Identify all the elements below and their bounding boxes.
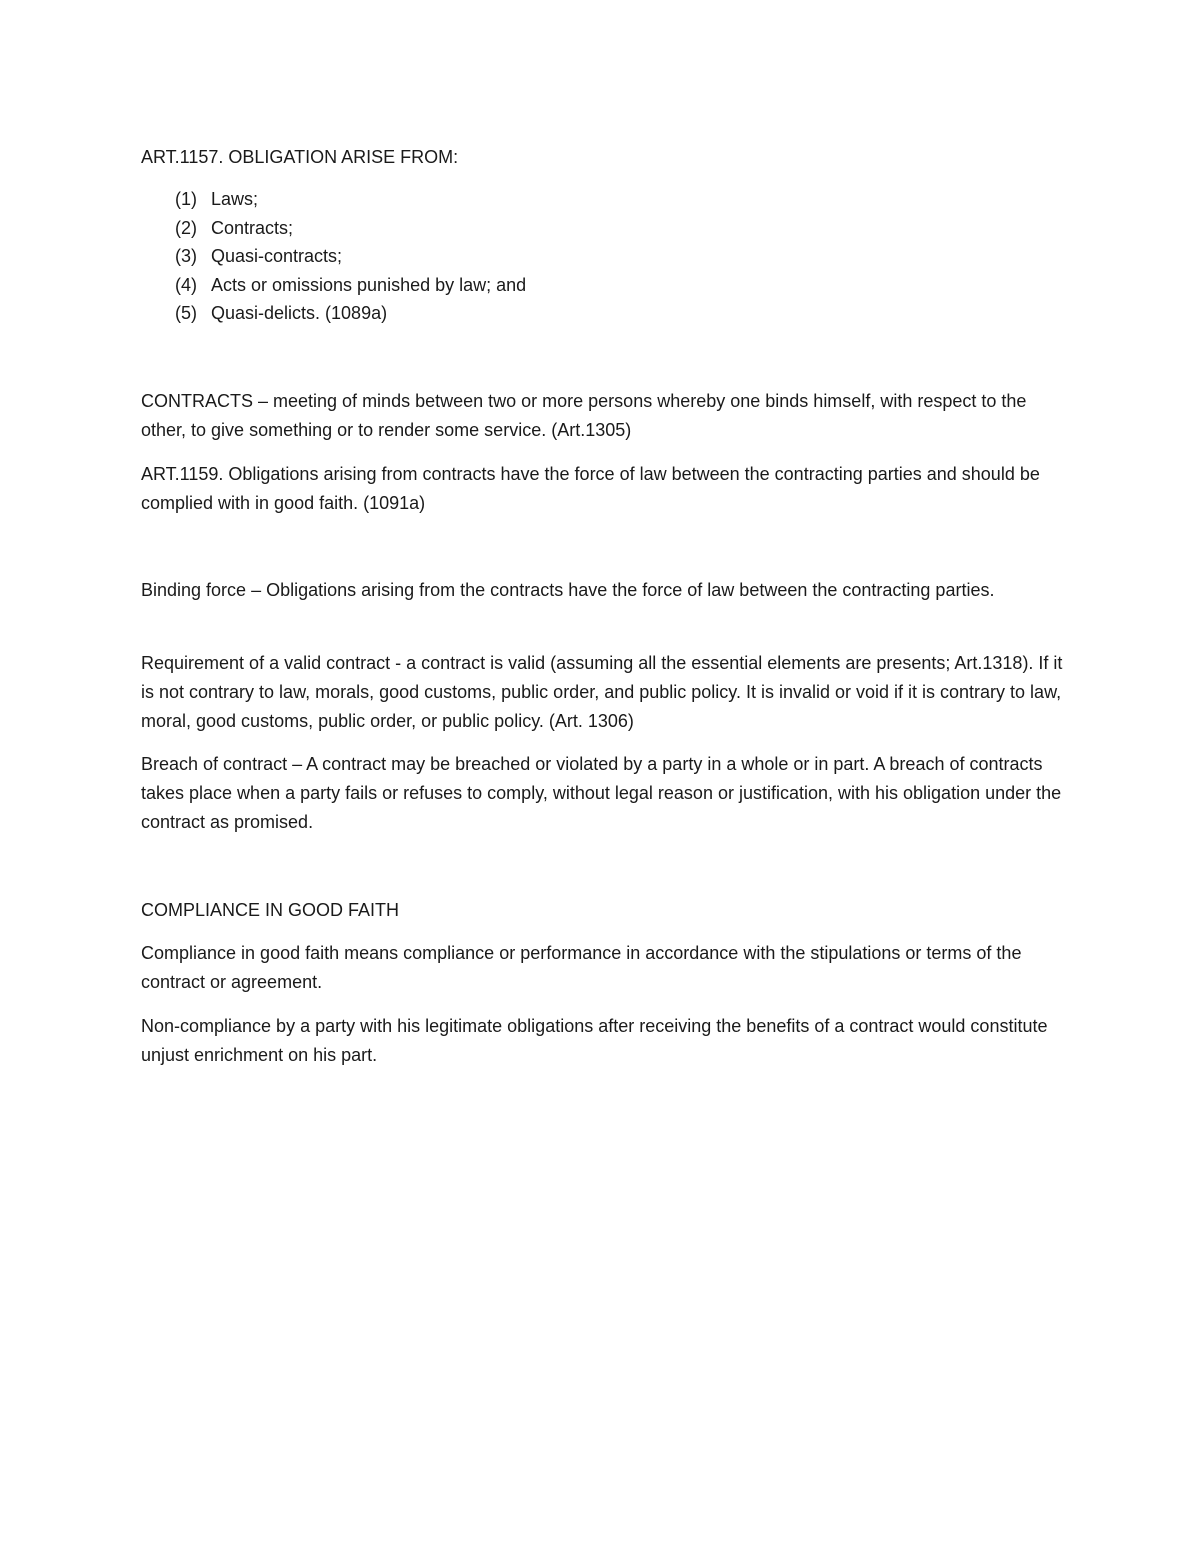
list-item-text: Quasi-delicts. (1089a) (211, 303, 388, 324)
art1157-heading: ART.1157. OBLIGATION ARISE FROM: (141, 147, 459, 167)
list-item (175, 242, 526, 271)
list-item-text: Contracts; (211, 217, 294, 238)
list-item (175, 299, 526, 328)
list-item-number: (3) (175, 246, 197, 267)
obligation-sources-list (175, 185, 526, 328)
list-item-text: Acts or omissions punished by law; and (211, 274, 527, 295)
art1159-paragraph: ART.1159. Obligations arising from contracts have the force of law between the contracting parties and should be complied with in good faith. (1091a) (141, 464, 1040, 513)
list-item-number: (4) (175, 274, 197, 295)
list-item (175, 271, 526, 300)
list-item-number: (2) (175, 217, 197, 238)
non-compliance-paragraph: Non-compliance by a party with his legitimate obligations after receiving the benefits of a contract would constitute unjust enrichment on his part. (141, 1016, 1048, 1065)
contracts-definition: CONTRACTS – meeting of minds between two or more persons whereby one binds himself, with respect to the other, to give something or to render some service. (Art.1305) (141, 391, 1027, 440)
list-item-text: Laws; (211, 189, 259, 209)
list-item-text: Quasi-contracts; (211, 246, 343, 267)
breach-paragraph: Breach of contract – A contract may be breached or violated by a party in a whole or in part. A breach of contracts takes place when a party fails or refuses to comply, without legal reason or justification, with his obligation under the contract as promised. (141, 754, 1062, 832)
list-item-number: (5) (175, 303, 197, 324)
valid-contract-paragraph: Requirement of a valid contract - a contract is valid (assuming all the essential elements are presents; Art.1318). If it is not contrary to law, morals, good customs, public order, and public policy. It is invalid or void if it is contrary to law, moral, good customs, public order, or public policy. (Art. 1306) (141, 653, 1063, 731)
list-item (175, 214, 526, 243)
binding-force-paragraph: Binding force – Obligations arising from the contracts have the force of law between the contracting parties. (141, 580, 995, 600)
compliance-definition: Compliance in good faith means compliance or performance in accordance with the stipulations or terms of the contract or agreement. (141, 943, 1022, 992)
list-item (175, 185, 526, 214)
list-item-number: (1) (175, 189, 197, 209)
compliance-heading: COMPLIANCE IN GOOD FAITH (141, 900, 400, 920)
